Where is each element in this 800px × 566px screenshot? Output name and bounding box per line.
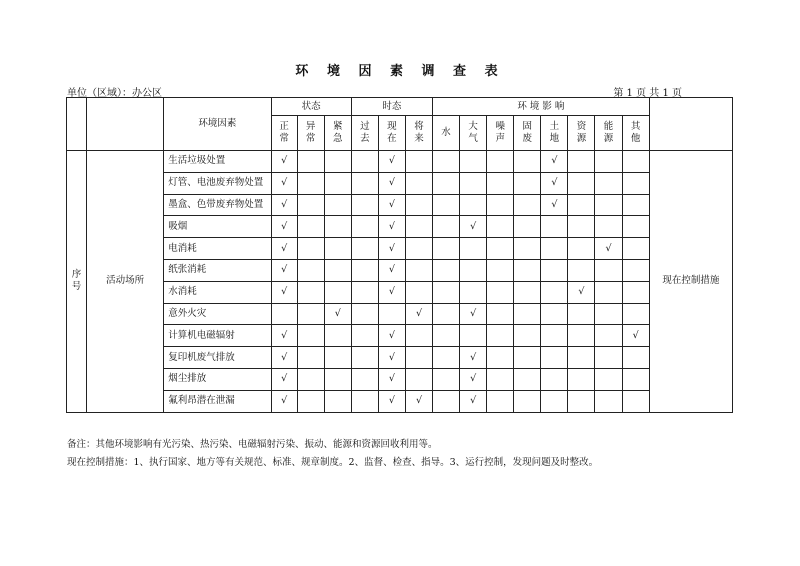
mark-cell: √ [460,216,487,238]
mark-cell [595,281,622,303]
mark-cell [541,216,568,238]
mark-cell [541,368,568,390]
mark-cell: √ [378,259,405,281]
mark-cell [595,216,622,238]
mark-cell: √ [378,172,405,194]
mark-cell [514,390,541,412]
mark-cell [514,194,541,216]
mark-cell [297,216,324,238]
mark-cell: √ [271,325,297,347]
mark-cell [297,172,324,194]
mark-cell [514,347,541,369]
subheader-10: 固 废 [514,116,541,151]
subheader-1: 正 常 [271,116,297,151]
mark-cell [351,303,378,325]
mark-cell [487,172,514,194]
mark-cell [378,303,405,325]
mark-cell [433,368,460,390]
mark-cell [487,347,514,369]
mark-cell: √ [622,325,649,347]
mark-cell [595,390,622,412]
factor-cell: 纸张消耗 [164,259,271,281]
mark-cell [297,390,324,412]
mark-cell: √ [378,347,405,369]
table-row [67,194,733,216]
table-row [67,325,733,347]
table-row [67,151,733,173]
mark-cell [487,259,514,281]
subheader-9: 噪 声 [487,116,514,151]
subheader-2: 异 常 [297,116,324,151]
mark-cell [297,238,324,260]
mark-cell [595,347,622,369]
mark-cell [460,325,487,347]
mark-cell: √ [271,216,297,238]
mark-cell: √ [271,151,297,173]
table-row [67,347,733,369]
mark-cell [568,259,595,281]
mark-cell: √ [378,216,405,238]
mark-cell [433,194,460,216]
header-time: 时态 [351,98,432,116]
mark-cell: √ [378,238,405,260]
factor-cell: 氟利昂潜在泄漏 [164,390,271,412]
mark-cell [487,216,514,238]
mark-cell [271,303,297,325]
mark-cell [622,347,649,369]
page-info: 第 1 页 共 1 页 [613,88,682,99]
mark-cell [568,347,595,369]
mark-cell: √ [460,390,487,412]
mark-cell [514,303,541,325]
mark-cell [297,194,324,216]
mark-cell [324,347,351,369]
mark-cell: √ [405,303,432,325]
mark-cell: √ [271,172,297,194]
header-seq-blank [67,98,87,151]
mark-cell [487,368,514,390]
header-place-blank [87,98,164,151]
subheader-5: 现 在 [378,116,405,151]
mark-cell [324,172,351,194]
mark-cell [405,259,432,281]
mark-cell [568,238,595,260]
subheader-13: 能 源 [595,116,622,151]
factor-cell: 烟尘排放 [164,368,271,390]
mark-cell [297,368,324,390]
mark-cell [622,194,649,216]
mark-cell: √ [541,194,568,216]
mark-cell [433,325,460,347]
mark-cell [568,325,595,347]
unit-prefix: 单位（区域）： [67,88,132,99]
mark-cell [622,151,649,173]
mark-cell [460,194,487,216]
mark-cell [324,325,351,347]
mark-cell [433,303,460,325]
mark-cell: √ [568,281,595,303]
mark-cell [568,172,595,194]
mark-cell [460,172,487,194]
table-row [67,238,733,260]
factor-cell: 吸烟 [164,216,271,238]
mark-cell [622,390,649,412]
subheader-7: 水 [433,116,460,151]
mark-cell [460,259,487,281]
table-row [67,368,733,390]
factor-cell: 生活垃圾处置 [164,151,271,173]
mark-cell [541,390,568,412]
unit-value: 办公区 [132,88,162,99]
subheader-14: 其 他 [622,116,649,151]
mark-cell [595,151,622,173]
mark-cell [433,281,460,303]
mark-cell [405,325,432,347]
mark-cell [351,216,378,238]
mark-cell [568,216,595,238]
mark-cell [433,238,460,260]
place-cell: 活动场所 [87,151,164,413]
factor-cell: 电消耗 [164,238,271,260]
mark-cell [351,151,378,173]
mark-cell [351,259,378,281]
mark-cell [460,281,487,303]
subheader-3: 紧 急 [324,116,351,151]
mark-cell [324,259,351,281]
mark-cell: √ [460,368,487,390]
mark-cell [514,368,541,390]
mark-cell [487,390,514,412]
table-row [67,390,733,412]
mark-cell [622,303,649,325]
mark-cell: √ [460,347,487,369]
mark-cell [487,194,514,216]
mark-cell [514,172,541,194]
mark-cell [622,368,649,390]
mark-cell [351,390,378,412]
mark-cell [622,216,649,238]
mark-cell [514,259,541,281]
mark-cell [595,172,622,194]
mark-cell [622,172,649,194]
mark-cell [405,347,432,369]
mark-cell [487,281,514,303]
mark-cell: √ [595,238,622,260]
mark-cell: √ [541,151,568,173]
mark-cell [324,390,351,412]
mark-cell [324,368,351,390]
mark-cell: √ [378,194,405,216]
table-row [67,259,733,281]
mark-cell [514,325,541,347]
mark-cell [568,194,595,216]
mark-cell: √ [378,281,405,303]
mark-cell: √ [378,151,405,173]
survey-table [66,97,733,413]
mark-cell [433,151,460,173]
header-impact: 环 境 影 响 [433,98,650,116]
factor-cell: 计算机电磁辐射 [164,325,271,347]
mark-cell [433,172,460,194]
mark-cell [433,259,460,281]
mark-cell [405,238,432,260]
factor-cell: 意外火灾 [164,303,271,325]
note-control-measures: 现在控制措施：1、执行国家、地方等有关规范、标准、规章制度。2、监督、检查、指导。3、运行控制，发现问题及时整改。 [67,457,599,468]
mark-cell [297,325,324,347]
factor-cell: 复印机废气排放 [164,347,271,369]
mark-cell [351,281,378,303]
mark-cell [351,238,378,260]
mark-cell [297,347,324,369]
mark-cell [487,303,514,325]
mark-cell [405,368,432,390]
measures-cell: 现在控制措施 [649,151,732,413]
table-row [67,303,733,325]
header-state: 状态 [271,98,351,116]
mark-cell [541,281,568,303]
mark-cell [595,259,622,281]
note-remarks: 备注：其他环境影响有光污染、热污染、电磁辐射污染、振动、能源和资源回收利用等。 [67,439,438,450]
mark-cell: √ [271,238,297,260]
mark-cell [351,194,378,216]
header-measures-blank [649,98,732,151]
mark-cell [405,194,432,216]
header-factor: 环境因素 [164,98,271,151]
mark-cell: √ [271,259,297,281]
mark-cell [514,151,541,173]
mark-cell [568,151,595,173]
page-title: 环 境 因 素 调 查 表 [295,64,505,79]
mark-cell [514,216,541,238]
table-row [67,281,733,303]
mark-cell [405,151,432,173]
subheader-12: 资 源 [568,116,595,151]
mark-cell [622,259,649,281]
mark-cell [405,216,432,238]
mark-cell: √ [460,303,487,325]
mark-cell: √ [271,281,297,303]
mark-cell [324,216,351,238]
mark-cell [433,390,460,412]
mark-cell [541,347,568,369]
subheader-11: 土 地 [541,116,568,151]
mark-cell [595,325,622,347]
mark-cell [568,303,595,325]
mark-cell [297,151,324,173]
mark-cell [541,325,568,347]
mark-cell: √ [378,325,405,347]
mark-cell: √ [405,390,432,412]
mark-cell [405,281,432,303]
mark-cell [351,172,378,194]
subheader-4: 过 去 [351,116,378,151]
mark-cell [568,390,595,412]
mark-cell [622,281,649,303]
factor-cell: 灯管、电池废弃物处置 [164,172,271,194]
mark-cell [324,194,351,216]
subheader-6: 将 来 [405,116,432,151]
mark-cell [568,368,595,390]
mark-cell: √ [271,390,297,412]
mark-cell [351,325,378,347]
table-row [67,216,733,238]
mark-cell: √ [378,390,405,412]
mark-cell [433,347,460,369]
mark-cell [487,151,514,173]
factor-cell: 水消耗 [164,281,271,303]
seq-cell: 序 号 [67,151,87,413]
mark-cell [297,259,324,281]
mark-cell [297,281,324,303]
subheader-8: 大 气 [460,116,487,151]
mark-cell [541,259,568,281]
mark-cell [324,238,351,260]
table-row [67,172,733,194]
mark-cell [324,151,351,173]
mark-cell [460,238,487,260]
mark-cell [351,368,378,390]
mark-cell [405,172,432,194]
mark-cell [351,347,378,369]
mark-cell [487,238,514,260]
mark-cell: √ [541,172,568,194]
mark-cell [433,216,460,238]
mark-cell [297,303,324,325]
factor-cell: 墨盒、色带废弃物处置 [164,194,271,216]
mark-cell [541,238,568,260]
mark-cell [595,368,622,390]
mark-cell: √ [271,368,297,390]
mark-cell [324,281,351,303]
mark-cell [487,325,514,347]
mark-cell [622,238,649,260]
mark-cell [595,303,622,325]
mark-cell: √ [378,368,405,390]
mark-cell: √ [271,194,297,216]
mark-cell: √ [271,347,297,369]
mark-cell [514,281,541,303]
mark-cell: √ [324,303,351,325]
mark-cell [460,151,487,173]
mark-cell [541,303,568,325]
mark-cell [514,238,541,260]
mark-cell [595,194,622,216]
